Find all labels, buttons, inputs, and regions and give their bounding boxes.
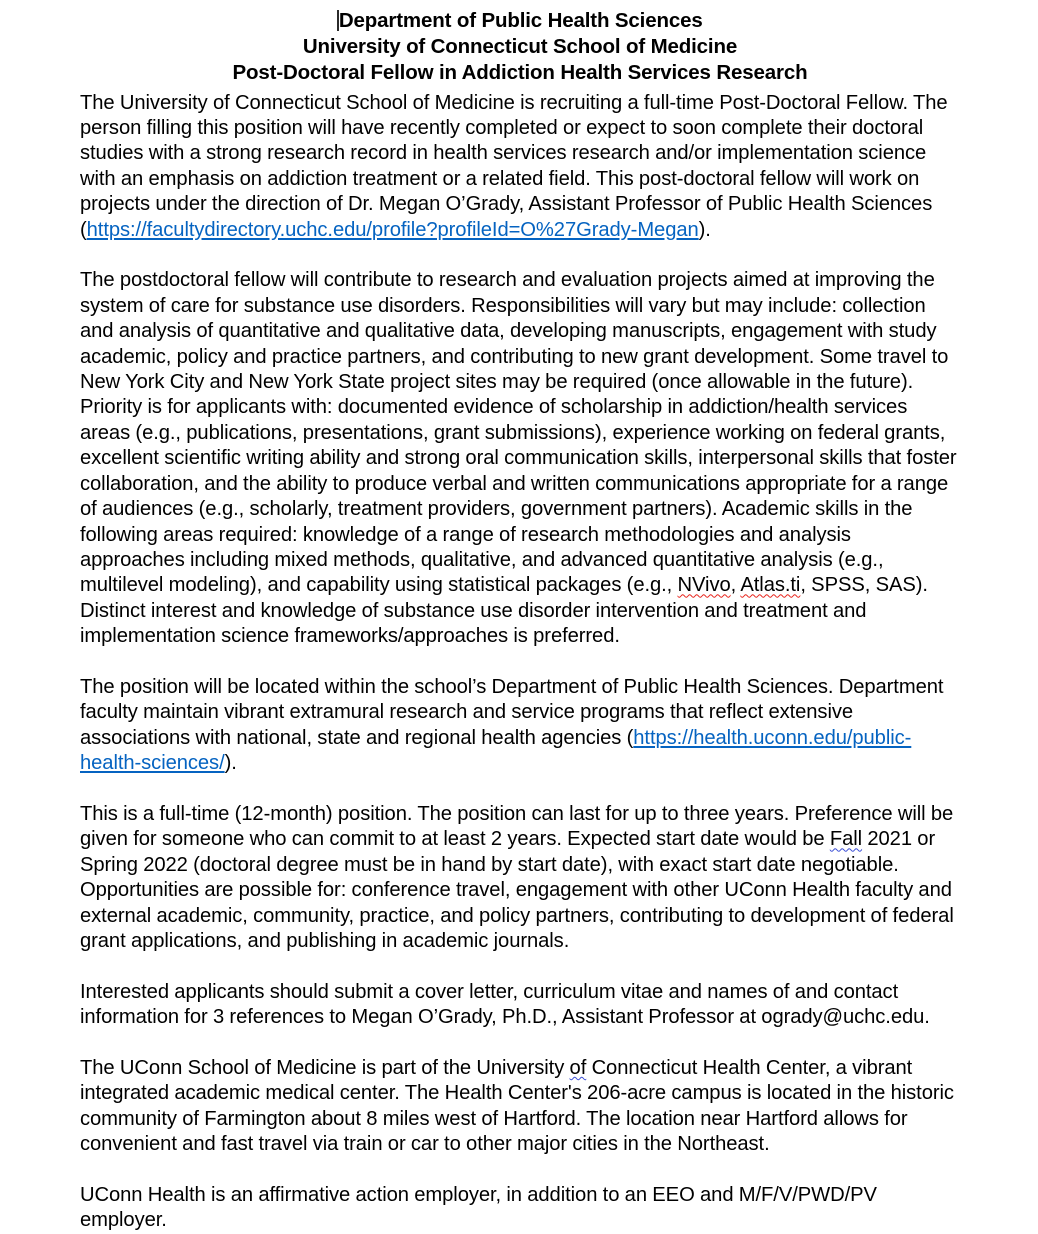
misspelled-word-nvivo: NVivo xyxy=(677,574,731,597)
header-line-university: University of Connecticut School of Medicine xyxy=(302,35,738,59)
paragraph-responsibilities xyxy=(80,268,960,649)
grammar-flag-fall: Fall xyxy=(829,828,863,851)
paragraph-spacer xyxy=(80,650,960,675)
header-line-department xyxy=(80,8,960,34)
paragraph-about-uconn-text-b: Connecticut Health Center, a vibrant integrated academic medical center. The Health Center's 206-acre campus is located in the historic community of Farmington about 8 miles west of Hartford. The location near Hartford allows for convenient and fast travel via train or car to other major cities in the Northeast. xyxy=(80,1056,954,1156)
paragraph-terms-text-b: 2021 or Spring 2022 (doctoral degree must be in hand by start date), with exact start date negotiable. Opportunities are possible for: conference travel, engagement with other UConn Health faculty and external academic, community, practice, and policy partners, contributing to development of federal grant applications, and publishing in academic journals. xyxy=(80,828,954,952)
paragraph-responsibilities-text-a: The postdoctoral fellow will contribute to research and evaluation projects aimed at improving the system of care for substance use disorders. Responsibilities will vary but may include: collection and analysis of quantitative and qualitative data, developing manuscripts, engagement with study academic, policy and practice partners, and contributing to new grant development. Some travel to New York City and New York State project sites may be required (once allowable in the future). Priority is for applicants with: documented evidence of scholarship in addiction/health services areas (e.g., publications, presentations, grant submissions), experience working on federal grants, excellent scientific writing ability and strong oral communication skills, interpersonal skills that foster collaboration, and the ability to produce verbal and written communications appropriate for a range of audiences (e.g., scholarly, treatment providers, government partners). Academic skills in the following areas required: knowledge of a range of research methodologies and analysis approaches including mixed methods, qualitative, and advanced quantitative analysis (e.g., multilevel modeling), and capability using statistical packages (e.g., xyxy=(80,269,957,597)
paragraph-intro-text-a: The University of Connecticut School of Medicine is recruiting a full-time Post-Doctoral Fellow. The person filling this position will have recently completed or expect to soon complete their doctoral studies with a strong research record in health services research and/or implementation science with an emphasis on addiction treatment or a related field. This post-doctoral fellow will work on projects under the direction of Dr. Megan O’Grady, Assistant Professor of Public Health Sciences ( xyxy=(80,91,948,241)
document-header xyxy=(80,8,960,87)
paragraph-about-uconn xyxy=(80,1056,960,1158)
header-department-text: Department of Public Health Sciences xyxy=(338,9,703,32)
paragraph-location xyxy=(80,675,960,777)
grammar-flag-of: of xyxy=(569,1056,587,1079)
paragraph-terms xyxy=(80,802,960,954)
header-line-position: Post-Doctoral Fellow in Addiction Health Services Research xyxy=(232,61,808,85)
faculty-directory-link[interactable]: https://facultydirectory.uchc.edu/profile?profileId=O%27Grady-Megan xyxy=(86,218,699,241)
paragraph-application: Interested applicants should submit a cover letter, curriculum vitae and names of and contact information for 3 references to Megan O’Grady, Ph.D., Assistant Professor at ogrady@uchc.edu. xyxy=(80,980,930,1029)
paragraph-about-uconn-text-a: The UConn School of Medicine is part of the University xyxy=(80,1056,570,1079)
paragraph-location-text-b: ). xyxy=(224,752,237,775)
paragraph-spacer xyxy=(80,954,960,979)
paragraph-intro-text-b: ). xyxy=(698,218,711,241)
paragraph-eeo-statement: UConn Health is an affirmative action employer, in addition to an EEO and M/F/V/PWD/PV employer. xyxy=(80,1183,877,1232)
paragraph-spacer xyxy=(80,1031,960,1056)
paragraph-responsibilities-text-b: , SPSS, SAS). Distinct interest and knowledge of substance use disorder intervention and treatment and implementation science frameworks/approaches is preferred. xyxy=(80,574,928,648)
paragraph-location-text-a: The position will be located within the school’s Department of Public Health Sciences. Department faculty maintain vibrant extramural research and service programs that reflect extensive associations with national, state and regional health agencies ( xyxy=(80,675,944,749)
paragraph-terms-text-a: This is a full-time (12-month) position. The position can last for up to three years. Preference will be given for someone who can commit to at least 2 years. Expected start date would be xyxy=(80,802,954,851)
public-health-sciences-link[interactable]: https://health.uconn.edu/public-health-sciences/ xyxy=(80,726,912,775)
paragraph-spacer xyxy=(80,1158,960,1183)
paragraph-intro xyxy=(80,91,960,243)
misspelled-word-atlasti: Atlas.ti xyxy=(740,574,801,597)
paragraph-spacer xyxy=(80,243,960,268)
paragraph-spacer xyxy=(80,777,960,802)
paragraph-responsibilities-separator: , xyxy=(730,574,741,597)
